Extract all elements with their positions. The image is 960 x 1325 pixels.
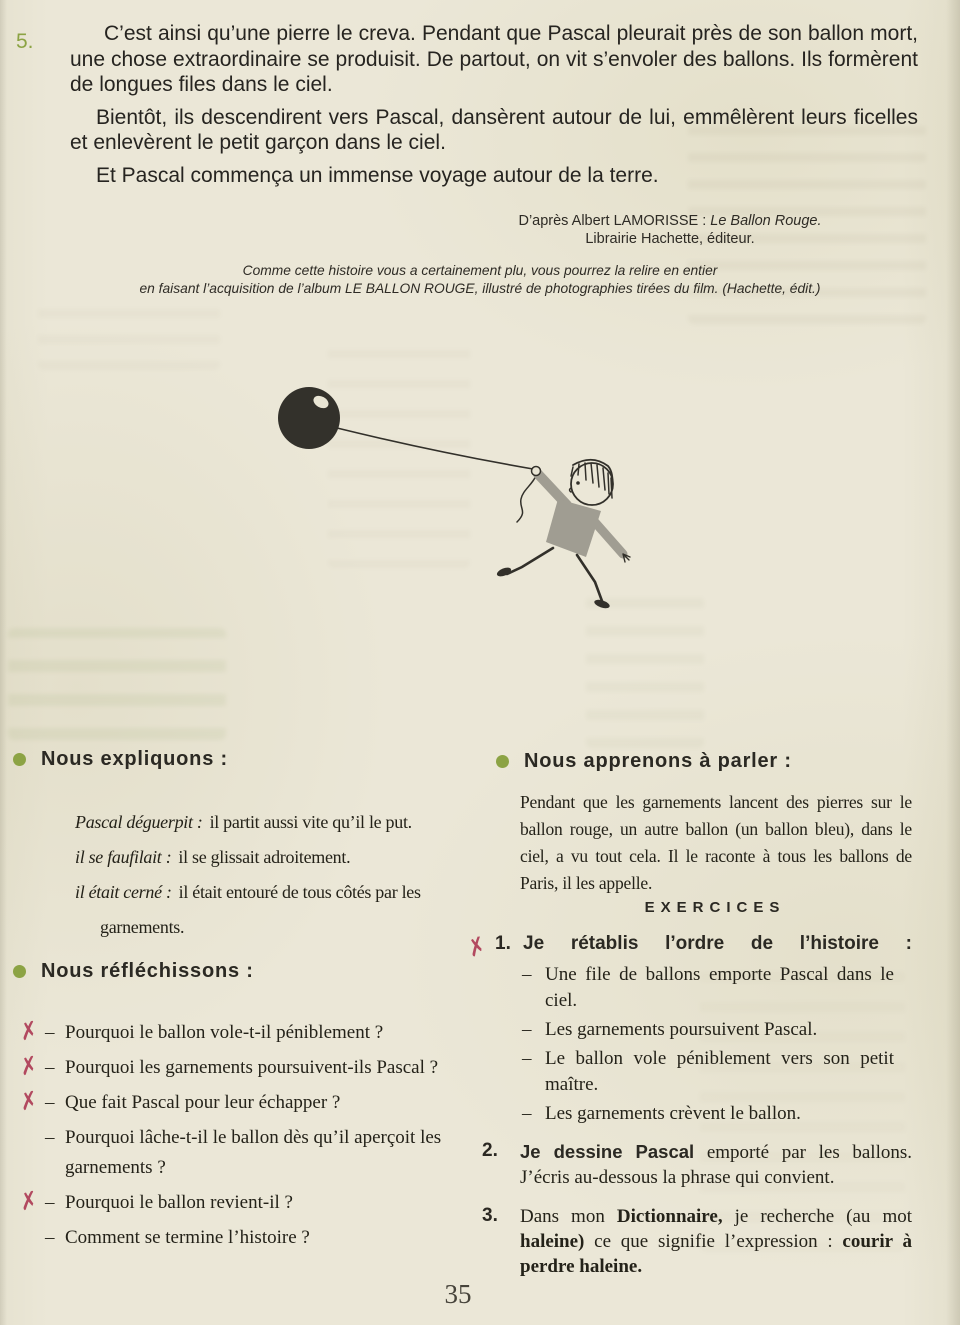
list-item-text: Les garnements crèvent le ballon.	[545, 1103, 801, 1124]
exercise-number: 1.	[495, 933, 511, 954]
section-expliquons-heading	[13, 748, 228, 771]
red-check-x-icon: ✗	[17, 1185, 40, 1217]
page-bleed-artifact	[38, 298, 220, 370]
exercise-bold-text: courir à perdre haleine.	[520, 1231, 912, 1277]
exercise-number: 2.	[482, 1140, 498, 1161]
question-row	[18, 1223, 463, 1253]
exercise-text: ce que signifie l’expression :	[584, 1231, 843, 1252]
list-dash: –	[45, 1022, 55, 1043]
exercise-body	[520, 1139, 912, 1190]
question-list	[17, 1015, 463, 1258]
gloss-item	[75, 840, 503, 875]
exercise-bold-text: haleine)	[520, 1231, 585, 1252]
section-heading-label: Nous apprenons à parler :	[524, 750, 792, 772]
publisher-note-line: en faisant l’acquisition de l’album LE BALLON ROUGE, illustré de photographies tirées du film. (Hachette, édit.)	[139, 280, 821, 296]
green-bullet-icon	[13, 965, 26, 978]
exercise-title: Je rétablis l’ordre de l’histoire :	[523, 933, 912, 954]
exercise-1-items	[522, 962, 894, 1127]
red-check-x-icon: ✗	[17, 1050, 40, 1082]
section-reflechissons-heading	[13, 960, 254, 983]
question-row	[17, 1085, 463, 1118]
question-text: Comment se termine l’histoire ?	[65, 1227, 310, 1248]
attribution	[470, 212, 870, 248]
list-item	[522, 962, 894, 1014]
question-row	[18, 1123, 463, 1183]
page-number: 35	[444, 1279, 472, 1309]
exercise-1	[464, 931, 912, 1130]
attribution-line	[470, 212, 870, 230]
gloss-item	[75, 875, 503, 945]
exercise-text: je recherche (au mot	[722, 1206, 912, 1227]
exercise-text: emporté par les ballons. J’écris au-dessous la phrase qui convient.	[520, 1142, 912, 1188]
list-dash: –	[45, 1227, 55, 1248]
attribution-publisher: Librairie Hachette, éditeur.	[585, 231, 755, 247]
exercise-bold-text: Dictionnaire,	[616, 1206, 723, 1227]
reading-text	[70, 21, 918, 196]
book-title: Le Ballon Rouge.	[710, 213, 822, 229]
gloss-item	[75, 805, 503, 840]
list-dash: –	[522, 1048, 532, 1069]
gloss-definition: il partit aussi vite qu’il le put.	[209, 812, 412, 832]
exercise-number: 3.	[482, 1205, 498, 1226]
reading-paragraph: Et Pascal commença un immense voyage autour de la terre.	[96, 163, 659, 187]
red-check-x-icon: ✗	[464, 931, 490, 963]
question-text: Pourquoi les garnements poursuivent-ils Pascal ?	[65, 1057, 439, 1078]
reading-paragraph: Bientôt, ils descendirent vers Pascal, dansèrent autour de lui, emmêlèrent leurs ficelles et enlevèrent le petit garçon dans le ciel.	[70, 105, 918, 155]
gloss-term: il était cerné :	[75, 882, 172, 902]
attribution-prefix: D’après Albert LAMORISSE :	[518, 213, 711, 229]
list-item	[522, 1101, 894, 1127]
question-text: Que fait Pascal pour leur échapper ?	[65, 1092, 341, 1113]
gloss-term: Pascal déguerpit :	[75, 812, 203, 832]
publisher-note	[0, 262, 960, 297]
list-dash: –	[45, 1057, 55, 1078]
exercise-text: Dans mon	[520, 1206, 617, 1227]
exercise-1-heading	[464, 931, 912, 963]
list-dash: –	[522, 964, 532, 985]
red-check-x-icon: ✗	[17, 1085, 40, 1117]
green-bullet-icon	[13, 753, 26, 766]
question-row	[17, 1185, 463, 1218]
list-dash: –	[45, 1127, 55, 1148]
gloss-term: il se faufilait :	[75, 847, 172, 867]
question-text: Pourquoi le ballon vole-t-il péniblement ?	[65, 1022, 384, 1043]
question-row	[17, 1015, 463, 1048]
exercise-2	[482, 1139, 912, 1190]
scan-edge-shadow	[946, 0, 960, 1325]
list-item-text: Le ballon vole péniblement vers son petit maître.	[545, 1048, 894, 1095]
balloon-icon	[278, 387, 340, 449]
exercise-bold-text: Je dessine Pascal	[520, 1141, 695, 1162]
exercices-heading: EXERCICES	[644, 899, 786, 916]
parler-paragraph: Pendant que les garnements lancent des pierres sur le ballon rouge, un autre ballon (un ballon bleu), dans le ciel, a vu tout cela. Il le raconte à tous les ballons de Paris, il les appelle.	[520, 792, 912, 893]
red-check-x-icon: ✗	[17, 1015, 40, 1047]
exercise-3	[482, 1204, 912, 1279]
gloss-definition: il était entouré de tous côtés par les garnements.	[100, 882, 421, 937]
question-text: Pourquoi le ballon revient-il ?	[65, 1192, 293, 1213]
scan-edge-shadow	[0, 0, 7, 1325]
section-heading-label: Nous expliquons :	[41, 748, 228, 770]
reading-paragraph: C’est ainsi qu’une pierre le creva. Pendant que Pascal pleurait près de son ballon mort, une chose extraordinaire se produisit. De partout, on vit s’envoler des ballons. Ils formèrent de longues files dans le ciel.	[70, 22, 918, 97]
section-number: 5.	[16, 30, 34, 53]
list-item	[522, 1017, 894, 1043]
gloss-definition: il se glissait adroitement.	[178, 847, 351, 867]
section-parler-heading	[496, 750, 792, 773]
list-dash: –	[522, 1103, 532, 1124]
list-item-text: Une file de ballons emporte Pascal dans le ciel.	[545, 964, 894, 1011]
list-dash: –	[45, 1092, 55, 1113]
page-bleed-artifact	[8, 628, 226, 740]
exercise-body	[520, 1204, 912, 1279]
section-heading-label: Nous réfléchissons :	[41, 960, 254, 982]
green-bullet-icon	[496, 755, 509, 768]
publisher-note-line: Comme cette histoire vous a certainement plu, vous pourrez la relire en entier	[242, 263, 718, 278]
list-item	[522, 1046, 894, 1098]
list-dash: –	[45, 1192, 55, 1213]
list-item-text: Les garnements poursuivent Pascal.	[545, 1019, 818, 1040]
page-bleed-artifact	[586, 596, 704, 748]
question-row	[17, 1050, 463, 1083]
vocabulary-gloss-list	[75, 805, 503, 945]
list-dash: –	[522, 1019, 532, 1040]
pascal-balloon-illustration	[255, 368, 655, 613]
question-text: Pourquoi lâche-t-il le ballon dès qu’il aperçoit les garnements ?	[65, 1127, 442, 1178]
